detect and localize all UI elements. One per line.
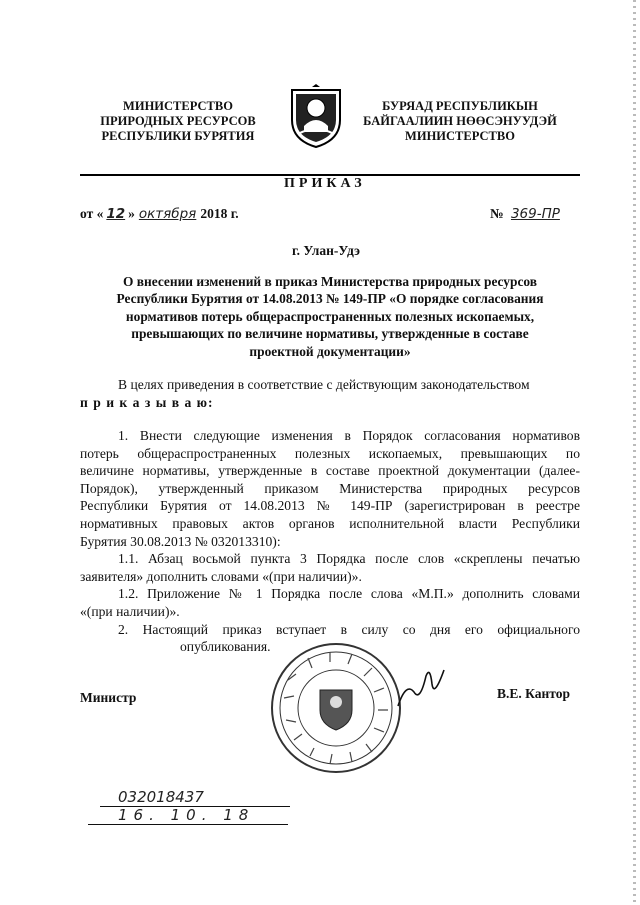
order-body bbox=[80, 427, 580, 656]
registration-date-underline bbox=[88, 824, 288, 825]
body-line: Бурятия 30.08.2013 № 032013310): bbox=[80, 533, 281, 549]
order-subject bbox=[80, 273, 580, 360]
ministry-name-bur bbox=[360, 99, 560, 144]
preamble bbox=[80, 376, 580, 411]
date-day: 12 bbox=[106, 206, 126, 222]
signatory-name: В.Е. Кантор bbox=[497, 686, 570, 701]
body-line: 2. Настоящий приказ вступает в силу со дня его официального bbox=[118, 621, 580, 637]
body-line: «(при наличии)». bbox=[80, 603, 180, 619]
date-month: октября bbox=[138, 206, 197, 222]
subject-line: О внесении изменений в приказ Министерства природных ресурсов bbox=[123, 274, 537, 289]
preamble-order-word: п р и к а з ы в а ю: bbox=[80, 394, 214, 410]
ministry-name-line: ПРИРОДНЫХ РЕСУРСОВ bbox=[100, 114, 256, 128]
scan-edge-artifact bbox=[633, 0, 636, 905]
body-line: 1. Внести следующие изменения в Порядок согласования нормативов bbox=[118, 428, 580, 443]
ministry-name-line: БУРЯАД РЕСПУБЛИКЫН bbox=[382, 99, 538, 113]
subject-line: проектной документации» bbox=[249, 343, 411, 359]
date-prefix: от « bbox=[80, 206, 104, 221]
order-number bbox=[490, 206, 560, 222]
body-line: потерь общераспространенных полезных ископаемых, превышающих по bbox=[80, 445, 580, 461]
registration-date: 16. 10. 18 bbox=[118, 806, 255, 824]
city: г. Улан-Удэ bbox=[292, 243, 360, 258]
document-title: ПРИКАЗ bbox=[284, 176, 366, 191]
body-line: 1.2. Приложение № 1 Порядка после слова «М.П.» дополнить словами bbox=[118, 586, 580, 602]
body-line: 1.1. Абзац восьмой пункта 3 Порядка после слов «скреплены печатью bbox=[118, 551, 580, 567]
subject-line: нормативов потерь общераспространенных полезных ископаемых, bbox=[125, 308, 535, 324]
body-line: нормативных правовых актов органов исполнительной власти Республики bbox=[80, 515, 580, 531]
ministry-name-line: МИНИСТЕРСТВО bbox=[123, 99, 233, 113]
subject-line: Республики Бурятия от 14.08.2013 № 149-ПР «О порядке согласования bbox=[116, 291, 544, 307]
date-mid: » bbox=[128, 206, 135, 221]
official-stamp bbox=[268, 640, 404, 776]
body-line: Порядок), утвержденный приказом Министерства природных ресурсов bbox=[80, 480, 580, 496]
body-line: опубликования. bbox=[180, 639, 271, 655]
number-prefix: № bbox=[490, 206, 504, 221]
ministry-name-line: МИНИСТЕРСТВО bbox=[405, 129, 515, 143]
body-line: величине нормативы, утвержденные в составе проектной документации (далее- bbox=[80, 463, 580, 479]
number-value: 369-ПР bbox=[510, 206, 560, 222]
registration-number: 032018437 bbox=[118, 788, 204, 806]
ministry-name-line: РЕСПУБЛИКИ БУРЯТИЯ bbox=[101, 129, 255, 143]
preamble-line: В целях приведения в соответствие с действующим законодательством bbox=[118, 377, 530, 392]
ministry-name-ru bbox=[88, 99, 268, 144]
signatory-position: Министр bbox=[80, 690, 137, 705]
coat-of-arms-emblem bbox=[284, 84, 348, 150]
ministry-name-line: БАЙГААЛИИН НӨӨСЭНУУДЭЙ bbox=[363, 114, 557, 128]
body-line: заявителя» дополнить словами «(при наличии)». bbox=[80, 568, 362, 584]
date-year: 2018 г. bbox=[200, 206, 239, 221]
body-line: Республики Бурятия от 14.08.2013 № 149-ПР (зарегистрирован в реестре bbox=[80, 498, 580, 514]
order-date bbox=[80, 206, 239, 222]
signature-mark bbox=[392, 662, 452, 712]
subject-line: превышающих по величине нормативы, утвержденные в составе bbox=[131, 326, 529, 342]
